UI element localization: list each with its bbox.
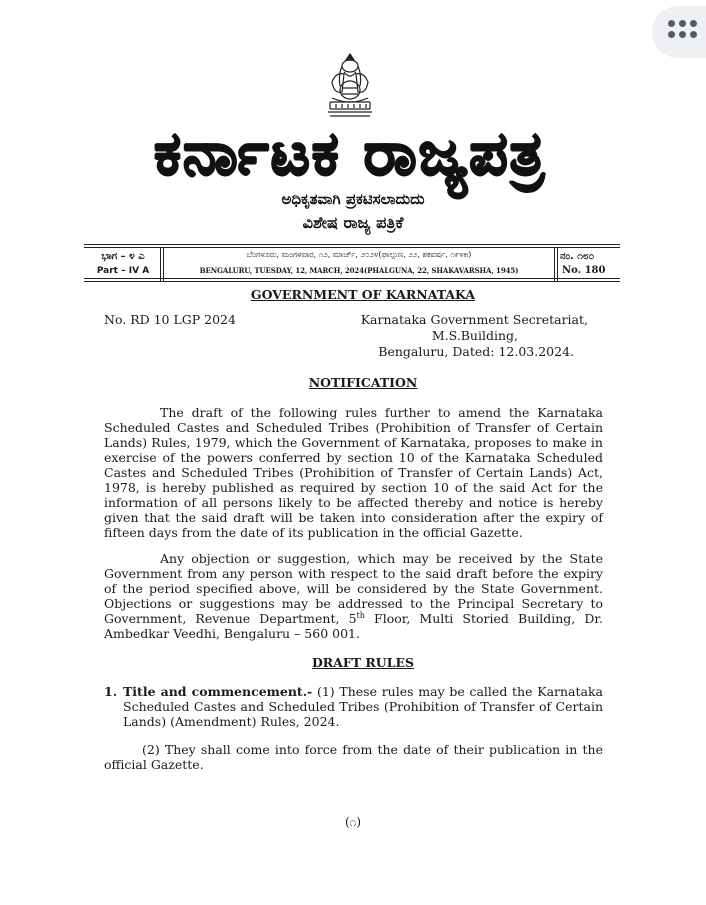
issue-date-kannada: ಬೆಂಗಳೂರು, ಮಂಗಳವಾರ, ೧೨, ಮಾರ್ಚ್, ೨೦೨೪(ಫಾಲ್ಗುಣ, ೨೨, ಶಕವರ್ಷ, ೧೯೪೫) <box>246 250 472 259</box>
rule-number: 1. <box>104 684 118 699</box>
gazette-masthead-title: ಕರ್ನಾಟಕ ರಾಜ್ಯಪತ್ರ <box>154 119 546 189</box>
masthead-subtitle-special: ವಿಶೇಷ ರಾಜ್ಯ ಪತ್ರಿಕೆ <box>302 213 404 232</box>
karnataka-emblem-icon <box>318 52 382 120</box>
info-bar-top-rule <box>84 244 620 245</box>
more-dots-icon <box>668 20 698 44</box>
notification-paragraph: The draft of the following rules further to amend the Karnataka Scheduled Castes and Scheduled Tribes (Prohibition of Transfer of Certain Lands) Rules, 1979, which the Government of Karnataka, proposes to make in exercise of the powers conferred by section 10 of the Karnataka Scheduled Castes and Scheduled Tribes (Prohibition of Transfer of Certain Lands) Act, 1978, is hereby published as required by section 10 of the said Act for the information of all persons likely to be affected thereby and notice is hereby given that the said draft will be taken into consideration after the expiry of fifteen days from the date of its publication in the official Gazette. <box>104 405 603 540</box>
info-bar-divider-right <box>554 247 555 281</box>
info-bar-divider-right-2 <box>557 247 558 281</box>
government-heading: GOVERNMENT OF KARNATAKA <box>250 287 476 302</box>
rule-text: (1) These rules may be called the Karnataka Scheduled Castes and Scheduled Tribes (Prohibition of Transfer of Certain Lands) (Amendment) Rules, 2024. <box>123 684 603 729</box>
objection-paragraph <box>104 551 603 641</box>
info-bar-top-rule-2 <box>84 247 620 248</box>
issue-date: BENGALURU, TUESDAY, 12, MARCH, 2024(PHALGUNA, 22, SHAKAVARSHA, 1945) <box>199 266 519 275</box>
superscript: th <box>356 610 365 620</box>
issue-number: No. 180 <box>562 265 606 276</box>
reference-number: No. RD 10 LGP 2024 <box>104 312 236 327</box>
issuing-office-address <box>330 312 588 360</box>
draft-rules-heading: DRAFT RULES <box>311 655 415 670</box>
part-label: Part – IV A <box>96 266 150 276</box>
more-options-button[interactable] <box>652 6 706 58</box>
part-label-kannada: ಭಾಗ – ೪ ಎ <box>101 251 145 262</box>
rule-1 <box>104 684 603 729</box>
rule-1-subclause-2: (2) They shall come into force from the date of their publication in the official Gazette. <box>104 742 603 772</box>
objection-text-end: Floor, Multi Storied Building, Dr. Ambedkar Veedhi, Bengaluru – 560 001. <box>104 611 603 641</box>
info-bar-bottom-rule-2 <box>84 281 620 282</box>
page-number: (೧) <box>344 815 362 829</box>
info-bar-bottom-rule <box>84 278 620 279</box>
info-bar-divider-left-2 <box>163 247 164 281</box>
notification-heading: NOTIFICATION <box>308 375 418 390</box>
address-line: M.S.Building, <box>431 328 518 343</box>
info-bar-divider-left <box>160 247 161 281</box>
objection-text: Any objection or suggestion, which may be received by the State Government from any person with respect to the said draft before the expiry of the period specified above, will be considered by the State Government. Objections or suggestions may be addressed to the Principal Secretary to Government, Revenue Department, 5 <box>104 551 603 626</box>
rule-title: Title and commencement.- <box>123 684 313 699</box>
issue-number-kannada: ನಂ. ೧೮೦ <box>560 251 595 262</box>
masthead-subtitle-official: ಅಧಿಕೃತವಾಗಿ ಪ್ರಕಟಿಸಲಾದುದು <box>281 190 425 208</box>
address-line: Karnataka Government Secretariat, <box>360 312 588 327</box>
address-line: Bengaluru, Dated: 12.03.2024. <box>378 344 574 359</box>
